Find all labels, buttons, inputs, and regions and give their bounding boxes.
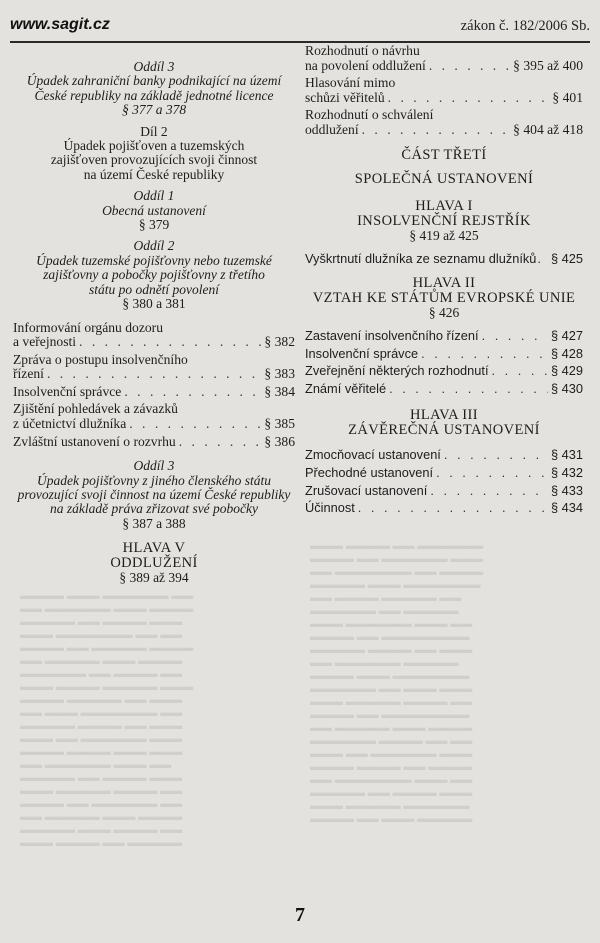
section-heading — [13, 239, 295, 311]
heading-line: státu po odnětí povolení — [88, 281, 220, 297]
heading-line: na základě práva zřizovat své pobočky — [49, 501, 259, 517]
entry-line: Zjištění pohledávek a závazků — [13, 401, 178, 417]
entry-line: Rozhodnutí o návrhu — [305, 43, 420, 58]
entry-ref: § 430 — [550, 380, 583, 396]
entry-ref: § 395 až 400 — [513, 57, 583, 73]
chapter-heading — [305, 199, 583, 243]
toc-entry[interactable] — [305, 448, 583, 463]
chapter-ref: § 419 až 425 — [409, 227, 479, 243]
heading-title: Oddíl 2 — [133, 238, 175, 254]
toc-list — [305, 44, 583, 138]
part-title — [305, 148, 583, 163]
section-heading — [13, 459, 295, 531]
toc-entry[interactable] — [305, 44, 583, 73]
entry-ref: § 429 — [550, 363, 583, 379]
entry-line: Rozhodnutí o schválení — [305, 107, 434, 123]
leader-dots — [129, 417, 261, 432]
heading-line: zajišťoven provozujících svoji činnost — [50, 152, 258, 168]
site-url[interactable]: www.sagit.cz — [10, 16, 110, 33]
heading-line: České republiky na základě jednotné licence — [34, 87, 274, 103]
toc-entry[interactable] — [305, 347, 583, 362]
entry-ref: § 404 až 418 — [513, 121, 583, 137]
part-label: ČÁST TŘETÍ — [401, 146, 487, 163]
entry-ref: § 431 — [550, 447, 583, 463]
page-number: 7 — [295, 904, 305, 926]
leader-dots — [389, 382, 548, 397]
law-reference: zákon č. 182/2006 Sb. — [460, 18, 590, 34]
leader-dots — [388, 91, 550, 106]
entry-ref: § 432 — [550, 464, 583, 480]
entry-ref: § 433 — [550, 482, 583, 498]
heading-line: Úpadek zahraniční banky podnikající na území — [26, 73, 282, 89]
chapter-name: INSOLVENČNÍ REJSTŘÍK — [357, 212, 531, 229]
chapter-title: HLAVA I — [415, 197, 473, 214]
entry-ref: § 384 — [264, 383, 295, 399]
toc-entry[interactable] — [305, 466, 583, 481]
entry-ref: § 434 — [550, 500, 583, 516]
entry-ref: § 383 — [264, 366, 295, 382]
chapter-name: VZTAH KE STÁTŮM EVROPSKÉ UNIE — [312, 289, 576, 306]
heading-line: Úpadek pojišťovny z jiného členského státu — [37, 472, 271, 488]
section-heading — [13, 189, 295, 232]
bleed-through-texture: ▬▬▬ ▬▬▬▬ ▬▬ ▬▬▬▬▬▬ ▬▬▬▬ ▬▬ ▬▬▬▬▬▬ ▬▬▬ ▬▬ ▬▬▬▬▬▬▬ ▬▬ ▬▬▬▬ ▬▬▬▬▬ ▬▬▬ ▬▬▬▬▬▬▬ ▬▬ ▬▬▬▬ ▬▬▬▬▬ ▬▬ ▬▬▬▬▬▬ ▬▬ ▬▬▬▬▬ ▬▬▬ ▬▬▬▬▬▬ ▬▬▬ ▬▬ ▬▬▬▬ ▬▬ ▬▬▬▬▬▬▬▬ ▬▬▬▬▬ ▬▬▬▬ ▬▬ ▬▬▬ ▬▬ ▬▬▬▬▬▬ ▬▬▬▬▬ ▬▬▬▬ ▬▬▬ ▬▬▬▬▬▬▬ ▬▬▬▬▬▬ ▬▬ ▬▬▬ ▬▬▬ ▬▬▬ ▬▬▬▬▬ ▬▬▬▬ ▬▬ ▬▬▬▬ ▬▬ ▬▬▬▬▬▬▬▬ ▬▬ ▬▬▬▬▬ ▬▬▬ ▬▬▬▬ ▬▬▬▬▬▬ ▬▬▬▬ ▬▬ ▬▬ ▬▬▬ ▬▬ ▬▬▬▬▬▬ ▬▬▬ ▬▬▬▬ ▬▬▬▬ ▬▬ ▬▬▬▬ ▬▬ ▬▬▬▬▬▬▬ ▬▬▬ ▬▬ ▬▬▬▬▬ ▬▬ ▬▬▬▬ ▬▬▬ ▬▬▬ ▬▬▬▬▬ ▬▬▬▬▬▬ ▬▬▬▬ ▬▬ ▬▬▬ ▬▬▬▬▬ — [310, 540, 484, 825]
chapter-heading — [305, 276, 583, 320]
entry-line: Hlasování mimo — [305, 75, 396, 91]
entry-title: schůzi věřitelů — [305, 89, 385, 105]
chapter-title: HLAVA V — [122, 540, 186, 557]
entry-ref: § 425 — [550, 250, 583, 266]
chapter-title: HLAVA III — [410, 407, 478, 424]
entry-title: Vyškrtnutí dlužníka ze seznamu dlužníků — [305, 250, 537, 266]
entry-ref: § 427 — [550, 327, 583, 343]
entry-title: na povolení oddlužení — [305, 57, 426, 73]
leader-dots — [444, 448, 548, 463]
entry-title: z účetnictví dlužníka — [13, 416, 127, 432]
toc-entry[interactable] — [13, 385, 295, 400]
right-column — [305, 44, 583, 519]
toc-entry[interactable] — [305, 382, 583, 397]
chapter-title: HLAVA II — [412, 274, 476, 291]
chapter-name: ODDLUŽENÍ — [110, 555, 198, 572]
entry-line: Informování orgánu dozoru — [13, 319, 163, 335]
entry-ref: § 385 — [264, 416, 295, 432]
entry-ref: § 401 — [552, 89, 583, 105]
heading-title: Díl 2 — [140, 123, 168, 139]
left-column — [13, 60, 295, 586]
entry-title: řízení — [13, 366, 44, 382]
entry-title: Účinnost — [305, 500, 355, 516]
entry-title: Insolvenční správce — [13, 383, 122, 399]
heading-ref: § 380 a 381 — [122, 296, 186, 312]
leader-dots — [429, 59, 510, 74]
entry-title: Známí věřitelé — [305, 380, 387, 396]
heading-title: Oddíl 1 — [133, 188, 175, 204]
toc-list — [305, 329, 583, 396]
leader-dots — [430, 484, 548, 499]
leader-dots — [362, 123, 511, 138]
heading-line: provozující svoji činnost na území České republiky — [17, 487, 291, 503]
heading-line: Obecná ustanovení — [102, 202, 206, 218]
heading-line: Úpadek pojišťoven a tuzemských — [63, 138, 245, 154]
toc-entry[interactable] — [13, 402, 295, 431]
toc-entry[interactable] — [305, 329, 583, 344]
part-name — [305, 172, 583, 187]
section-heading — [13, 60, 295, 118]
toc-list — [305, 448, 583, 515]
toc-entry[interactable] — [13, 435, 295, 450]
toc-entry[interactable] — [13, 353, 295, 382]
heading-title: Oddíl 3 — [133, 458, 175, 474]
leader-dots — [492, 364, 548, 379]
leader-dots — [421, 347, 548, 362]
leader-dots — [358, 501, 548, 516]
entry-title: Zveřejnění některých rozhodnutí — [305, 363, 489, 379]
part-heading — [13, 125, 295, 183]
heading-line: zajišťovny a pobočky pojišťovny z třetího — [43, 267, 265, 283]
entry-ref: § 428 — [550, 345, 583, 361]
header-rule — [10, 41, 590, 43]
chapter-ref: § 389 až 394 — [119, 570, 189, 586]
entry-title: a veřejnosti — [13, 334, 77, 350]
toc-entry[interactable] — [305, 501, 583, 516]
toc-entry[interactable] — [305, 108, 583, 137]
entry-ref: § 382 — [264, 334, 295, 350]
heading-line: Úpadek tuzemské pojišťovny nebo tuzemské — [36, 252, 272, 268]
leader-dots — [436, 466, 548, 481]
leader-dots — [79, 335, 261, 350]
entry-title: Zvláštní ustanovení o rozvrhu — [13, 433, 176, 449]
leader-dots — [47, 367, 261, 382]
entry-title: Insolvenční správce — [305, 345, 419, 361]
chapter-heading — [13, 541, 295, 585]
heading-ref: § 377 a 378 — [121, 102, 187, 118]
toc-entry[interactable] — [13, 321, 295, 350]
heading-title: Oddíl 3 — [133, 59, 175, 74]
chapter-heading — [305, 408, 583, 438]
heading-line: na území České republiky — [83, 166, 225, 182]
chapter-ref: § 426 — [428, 304, 460, 320]
entry-title: oddlužení — [305, 121, 359, 137]
toc-list — [13, 321, 295, 450]
part-name-text: SPOLEČNÁ USTANOVENÍ — [354, 170, 534, 187]
toc-entry[interactable] — [305, 364, 583, 379]
leader-dots — [482, 329, 548, 344]
entry-title: Zrušovací ustanovení — [305, 482, 428, 498]
heading-ref: § 379 — [138, 217, 170, 233]
entry-title: Zastavení insolvenčního řízení — [305, 327, 479, 343]
leader-dots — [179, 435, 262, 450]
leader-dots — [537, 252, 550, 267]
bleed-through-texture: ▬▬▬▬ ▬▬▬ ▬▬▬▬▬▬ ▬▬ ▬▬ ▬▬▬▬▬▬ ▬▬▬ ▬▬▬▬ ▬▬▬▬▬ ▬▬ ▬▬▬▬ ▬▬▬ ▬▬▬ ▬▬▬▬▬▬▬ ▬▬ ▬▬ ▬▬▬▬ ▬▬ ▬▬▬▬▬ ▬▬▬▬ ▬▬ ▬▬▬▬▬ ▬▬▬ ▬▬▬▬ ▬▬▬▬▬▬ ▬▬ ▬▬▬▬ ▬▬ ▬▬▬ ▬▬▬▬ ▬▬▬▬▬ ▬▬▬ ▬▬▬▬ ▬▬▬▬▬ ▬▬ ▬▬▬ ▬▬ ▬▬▬ ▬▬▬▬▬▬▬ ▬▬ ▬▬▬▬▬ ▬▬▬▬ ▬▬ ▬▬▬ ▬▬▬ ▬▬ ▬▬▬▬▬▬ ▬▬▬ ▬▬▬▬ ▬▬▬▬ ▬▬▬ ▬▬▬ ▬▬ ▬▬▬▬▬▬ ▬▬▬ ▬▬ ▬▬▬▬▬ ▬▬ ▬▬▬▬ ▬▬▬ ▬▬▬ ▬▬▬▬▬ ▬▬▬▬ ▬▬ ▬▬▬▬ ▬▬ ▬▬▬▬▬▬ ▬▬ ▬▬ ▬▬▬▬▬ ▬▬▬ ▬▬▬▬ ▬▬▬▬▬ ▬▬▬ ▬▬▬▬ ▬▬ ▬▬▬ ▬▬▬▬ ▬▬ ▬▬▬▬▬ — [20, 590, 194, 849]
entry-line: Zpráva o postupu insolvenčního — [13, 351, 188, 367]
toc-entry[interactable] — [305, 252, 583, 267]
entry-title: Přechodné ustanovení — [305, 464, 434, 480]
entry-title: Zmocňovací ustanovení — [305, 447, 441, 463]
heading-ref: § 387 a 388 — [122, 515, 186, 531]
leader-dots — [124, 385, 261, 400]
toc-entry[interactable] — [305, 484, 583, 499]
toc-entry[interactable] — [305, 76, 583, 105]
chapter-name: ZÁVĚREČNÁ USTANOVENÍ — [348, 422, 540, 439]
entry-ref: § 386 — [264, 433, 295, 449]
toc-list — [305, 252, 583, 267]
